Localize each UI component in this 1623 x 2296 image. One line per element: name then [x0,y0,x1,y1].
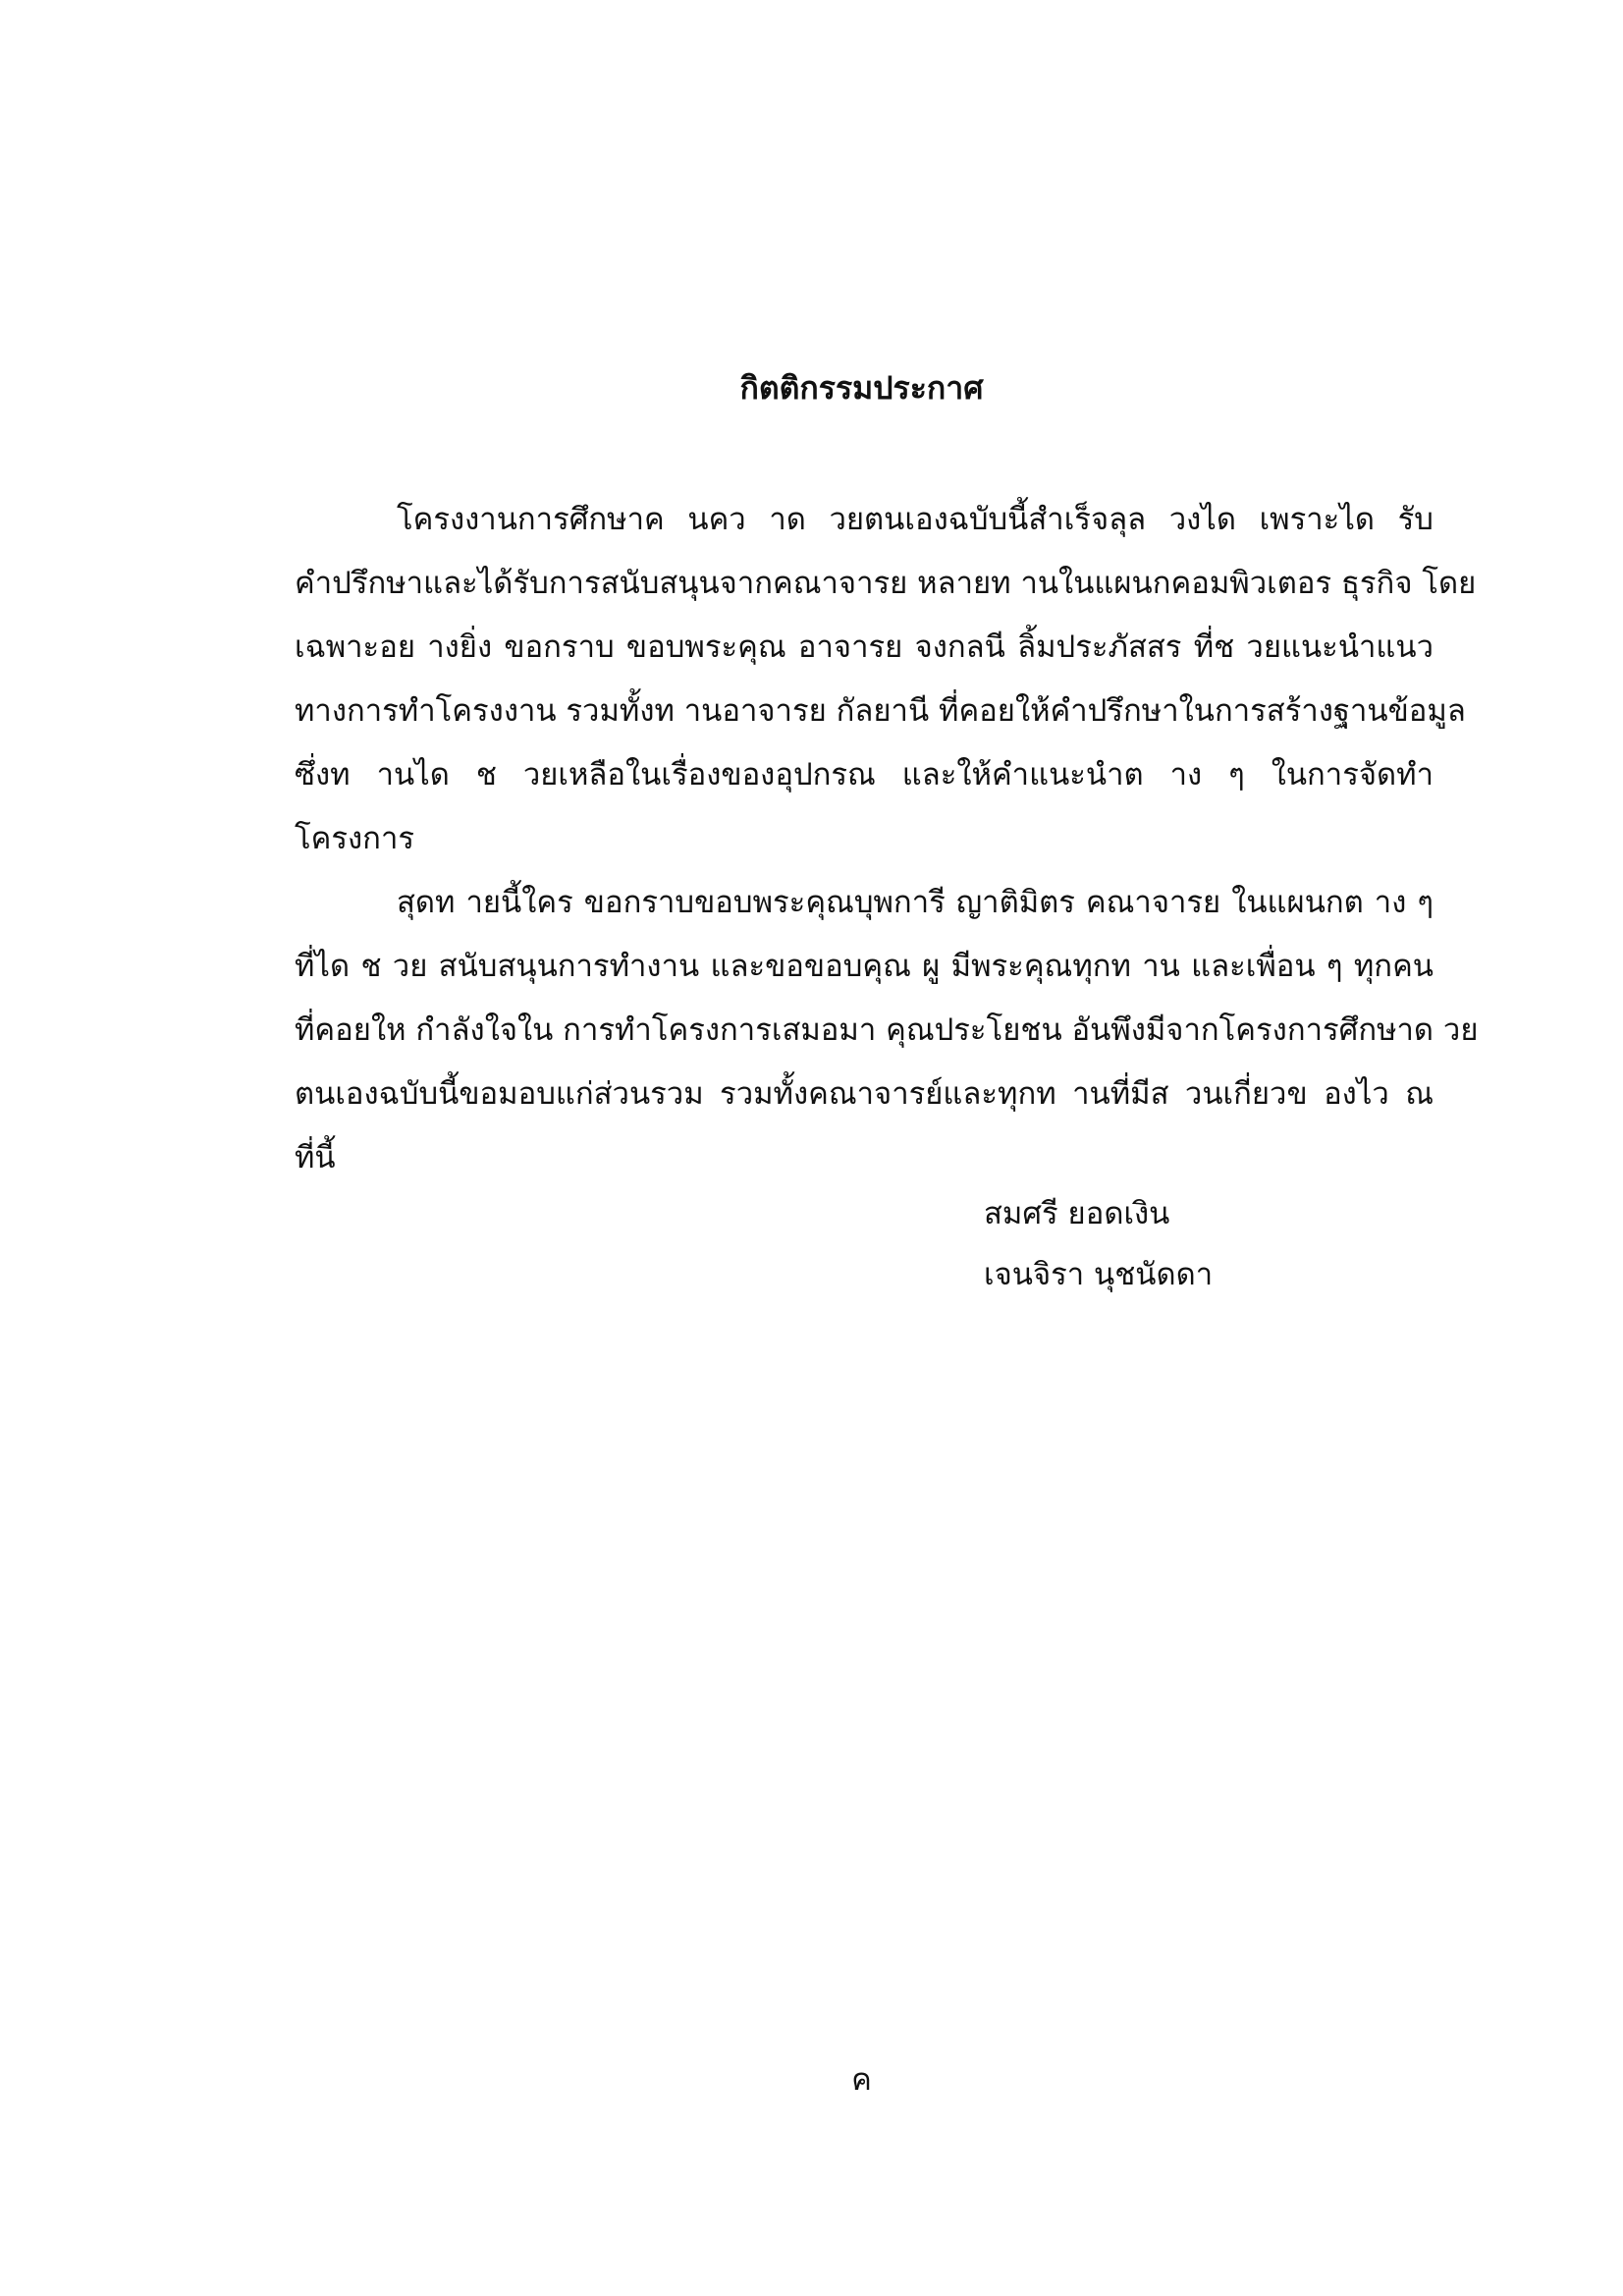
paragraph-line: สุดท ายนี้ใคร ขอกราบขอบพระคุณบุพการี ญาติมิตร คณาจารย ในแผนกต าง ๆ [397,885,1434,920]
paragraph-line: โครงงานการศึกษาค นคว าด วยตนเองฉบับนี้สำเร็จลุล วงได เพราะได รับ [397,502,1434,537]
paragraph-1 [295,488,1477,871]
paragraph-line: ซึ่งท านได ช วยเหลือในเรื่องของอุปกรณ และให้คำแนะนำต าง ๆ ในการจัดทำ [295,757,1434,793]
paragraph-2 [295,871,1479,1190]
page-title: กิตติกรรมประกาศ [739,369,984,407]
signature-name: เจนจิรา นุชนัดดา [984,1257,1214,1292]
signature-name: สมศรี ยอดเงิน [984,1196,1170,1231]
body-text [295,488,1479,1190]
page-number: ค [851,2062,872,2098]
paragraph-line: ที่นี้ [295,1140,336,1175]
paragraph-line: โครงการ [295,821,415,856]
signature-block [984,1183,1377,1305]
paragraph-line: ที่ได ช วย สนับสนุนการทำงาน และขอขอบคุณ ผู มีพระคุณทุกท าน และเพื่อน ๆ ทุกคน [295,949,1434,984]
paragraph-line: ตนเองฉบับนี้ขอมอบแก่ส่วนรวม รวมทั้งคณาจารย์และทุกท านที่มีส วนเกี่ยวข องไว ณ [295,1076,1434,1112]
paragraph-line: คำปรึกษาและได้รับการสนับสนุนจากคณาจารย หลายท านในแผนกคอมพิวเตอร ธุรกิจ โดย [295,566,1477,601]
paragraph-line: ที่คอยให กำลังใจใน การทำโครงการเสมอมา คุณประโยชน อันพึงมีจากโครงการศึกษาด วย [295,1012,1479,1048]
paragraph-line: ทางการทำโครงงาน รวมทั้งท านอาจารย กัลยานี ที่คอยให้คำปรึกษาในการสร้างฐานข้อมูล [295,693,1466,729]
paragraph-line: เฉพาะอย างยิ่ง ขอกราบ ขอบพระคุณ อาจารย จงกลนี ลิ้มประภัสสร ที่ช วยแนะนำแนว [295,629,1434,665]
